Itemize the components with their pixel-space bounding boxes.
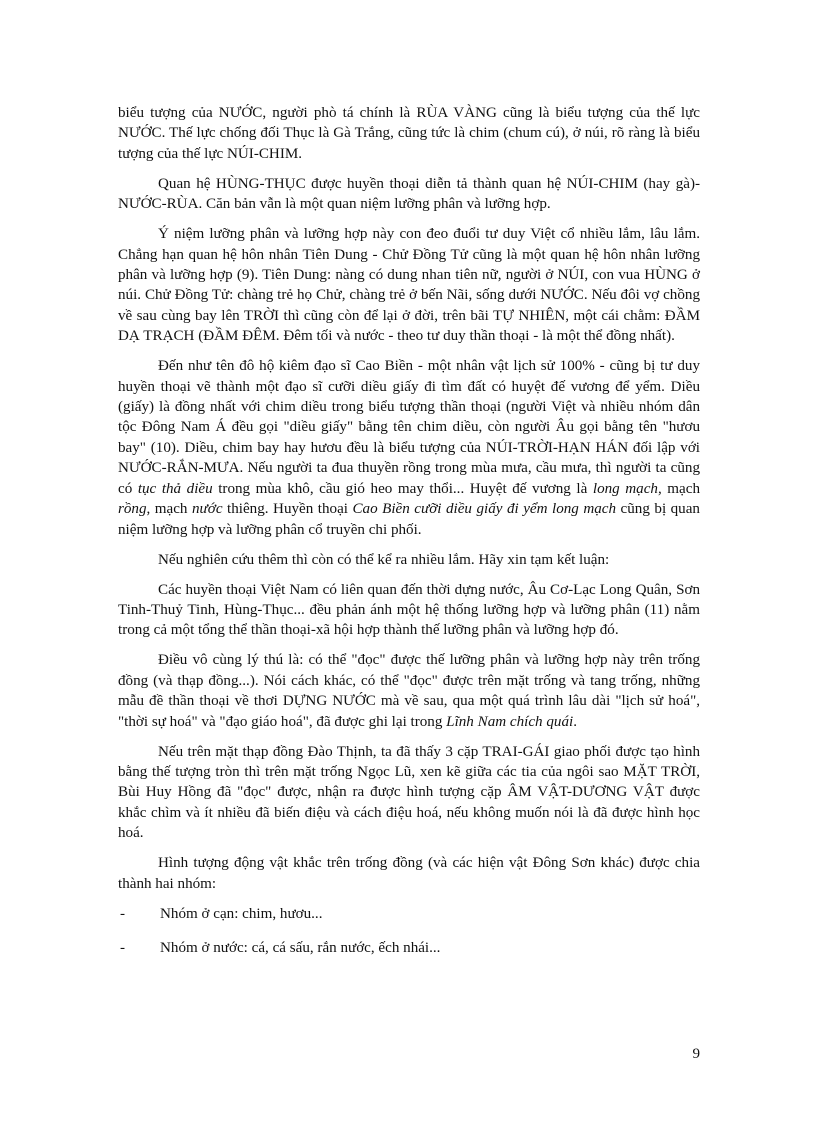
list-item (118, 904, 700, 924)
bullet-list (118, 904, 700, 959)
page-body (118, 103, 700, 972)
paragraph: biểu tượng của NƯỚC, người phò tá chính là RÙA VÀNG cũng là biểu tượng của thế lực NƯỚC. Thế lực chống đối Thục là Gà Trắng, cũng tức là chim (chum cú), ở núi, rõ ràng là biểu tượng của thế lực NÚI-CHIM. (118, 105, 700, 162)
italic-run: Cao Biền cưỡi diều giấy đi yểm long mạch (352, 501, 617, 518)
list-item (118, 938, 700, 958)
list-item-text: Nhóm ở cạn: chim, hươu... (160, 905, 323, 922)
paragraph: Nếu trên mặt thạp đồng Đào Thịnh, ta đã thấy 3 cặp TRAI-GÁI giao phối được tạo hình bằng thế tượng tròn thì trên mặt trống Ngọc Lũ, xen kẽ giữa các tia của ngôi sao MẶT TRỜI, Bùi Huy Hồng đã "đọc" được, nhận ra được hình tượng cặp ÂM VẬT-DƯƠNG VẬT được khắc chìm và ít nhiều đã biến điệu và cách điệu hoá, nếu không muốn nói là đã được hình học hoá. (118, 743, 700, 842)
paragraph (118, 356, 700, 540)
italic-run: Lĩnh Nam chích quái (446, 713, 574, 730)
text-run: . (573, 713, 577, 730)
paragraph: Quan hệ HÙNG-THỤC được huyền thoại diễn tả thành quan hệ NÚI-CHIM (hay gà)-NƯỚC-RÙA. Căn bản vẫn là một quan niệm lưỡng phân và lưỡng hợp. (118, 175, 700, 213)
paragraph: Ý niệm lưỡng phân và lưỡng hợp này con đeo đuổi tư duy Việt cổ nhiều lắm, lâu lắm. Chẳng hạn quan hệ hôn nhân Tiên Dung - Chử Đồng Tử cũng là một quan hệ hôn nhân lưỡng phân và lưỡng hợp (9). Tiên Dung: nàng có dung nhan tiên nữ, người ở NÚI, con vua HÙNG ở núi. Chử Đồng Tử: chàng trẻ họ Chử, chàng trẻ ở bến Nãi, sống dưới NƯỚC. Nếu đôi vợ chồng về sau cùng bay lên TRỜI thì cũng còn để lại ở đời, trên bãi TỰ NHIÊN, một cái chằm: ĐẦM DẠ TRẠCH (ĐẦM ĐÊM. Đêm tối và nước - theo tư duy thần thoại - là một thể đồng nhất). (118, 226, 700, 345)
paragraph (118, 650, 700, 732)
paragraph: Nếu nghiên cứu thêm thì còn có thể kể ra nhiều lắm. Hãy xin tạm kết luận: (158, 551, 610, 568)
list-item-text: Nhóm ở nước: cá, cá sấu, rắn nước, ếch nhái... (160, 939, 441, 956)
paragraph: Hình tượng động vật khắc trên trống đồng (và các hiện vật Đông Sơn khác) được chia thành hai nhóm: (118, 855, 700, 892)
paragraph: Các huyền thoại Việt Nam có liên quan đến thời dựng nước, Âu Cơ-Lạc Long Quân, Sơn Tinh-Thuỷ Tinh, Hùng-Thục... đều phản ánh một hệ thống lưỡng hợp và lưỡng phân (11) nằm trong cả một tổng thể thần thoại-xã hội hợp thành thế lưỡng phân và lưỡng hợp đó. (118, 581, 700, 639)
text-run: Đến như tên đô hộ kiêm đạo sĩ Cao Biền - một nhân vật lịch sử 100% - cũng bị tư duy huyền thoại vẽ thành một đạo sĩ cưỡi diều giấy đi tìm đất có huyệt đế vương để yểm. Diều (giấy) là đồng nhất với chim diều trong biểu tượng thần thoại (người Việt và nhiều nhóm dân tộc Đông Nam Á đều gọi "diều giấy" bằng tên chim diều, còn người Âu gọi bằng tên "hươu bay" (10). Diều, chim bay hay hươu đều là biểu tượng của NÚI-TRỜI-HẠN HÁN đối lập với NƯỚC-RẮN-MƯA. Nếu người ta đua thuyền rồng trong mùa mưa, cầu mưa, thì người ta cũng có (118, 358, 700, 497)
text-run: , mạch (146, 501, 192, 518)
dash-bullet: - (120, 905, 126, 922)
dash-bullet: - (120, 939, 126, 956)
text-run: thiêng. Huyền thoại (222, 501, 353, 518)
italic-run: tục thả diều (137, 480, 213, 497)
text-run: trong mùa khô, cầu gió heo may thổi... Huyệt đế vương là (212, 480, 593, 497)
text-run: cũng bị quan niệm lưỡng hợp và lưỡng phân cổ truyền chi phối. (118, 501, 700, 538)
page-number: 9 (692, 1046, 700, 1062)
text-run: , mạch (657, 480, 700, 497)
italic-run: rồng (118, 501, 147, 518)
italic-run: long mạch (592, 480, 658, 497)
italic-run: nước (191, 501, 223, 518)
text-run: Điều vô cùng lý thú là: có thể "đọc" được thế lưỡng phân và lưỡng hợp này trên trống đồng (và thạp đồng...). Nói cách khác, có thể "đọc" được trên mặt trống và tang trống, những mẫu đề thần thoại về thơi DỰNG NƯỚC mà về sau, qua một quá trình lâu dài "lịch sử hoá", "thời sự hoá" và "đạo giáo hoá", đã được ghi lại trong (118, 652, 700, 730)
